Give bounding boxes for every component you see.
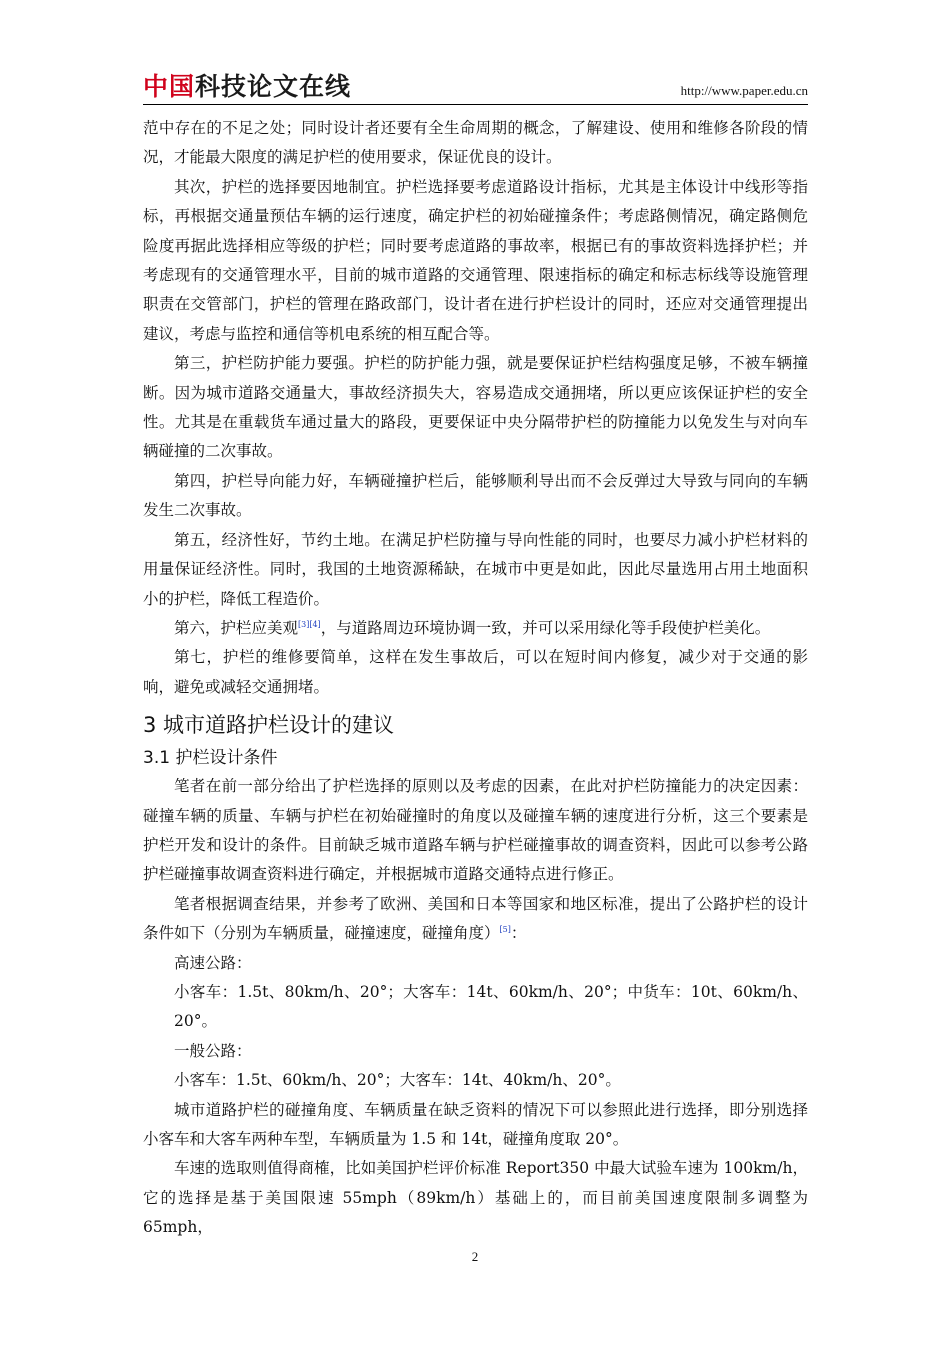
paragraph: 笔者在前一部分给出了护栏选择的原则以及考虑的因素，在此对护栏防撞能力的决定因素：碰撞车辆的质量、车辆与护栏在初始碰撞时的角度以及碰撞车辆的速度进行分析，这三个要素是护栏开发和设计的条件。目前缺乏城市道路车辆与护栏碰撞事故的调查资料，因此可以参考公路护栏碰撞事故调查资料进行确定，并根据城市道路交通特点进行修正。 xyxy=(143,777,808,884)
body-text xyxy=(143,114,808,1243)
paragraph-text: ： xyxy=(510,924,527,943)
paragraph-text: ，与道路周边环境协调一致，并可以采用绿化等手段使护栏美化。 xyxy=(320,618,771,637)
paragraph xyxy=(143,614,808,643)
highway-label: 高速公路： xyxy=(174,953,252,972)
paragraph-text: 笔者根据调查结果，并参考了欧洲、美国和日本等国家和地区标准，提出了公路护栏的设计条件如下（分别为车辆质量，碰撞速度，碰撞角度） xyxy=(143,894,808,943)
general-road-label: 一般公路： xyxy=(174,1041,252,1060)
paragraph-text: 第六，护栏应美观 xyxy=(174,618,299,637)
paragraph xyxy=(143,890,808,949)
paragraph: 第四，护栏导向能力好，车辆碰撞护栏后，能够顺利导出而不会反弹过大导致与同向的车辆发生二次事故。 xyxy=(143,471,808,520)
paragraph: 范中存在的不足之处；同时设计者还要有全生命周期的概念，了解建设、使用和维修各阶段的情况，才能最大限度的满足护栏的使用要求，保证优良的设计。 xyxy=(143,119,808,167)
highway-values: 小客车：1.5t、80km/h、20°；大客车：14t、60km/h、20°；中货车：10t、60km/h、20°。 xyxy=(174,982,808,1031)
site-logo xyxy=(143,72,351,102)
subsection-heading: 3.1 护栏设计条件 xyxy=(143,748,278,769)
paragraph: 城市道路护栏的碰撞角度、车辆质量在缺乏资料的情况下可以参照此进行选择，即分别选择小客车和大客车两种车型，车辆质量为 1.5 和 14t，碰撞角度取 20°。 xyxy=(143,1100,808,1148)
paragraph: 第三，护栏防护能力要强。护栏的防护能力强，就是要保证护栏结构强度足够，不被车辆撞断。因为城市道路交通量大，事故经济损失大，容易造成交通拥堵，所以更应该保证护栏的安全性。尤其是在重载货车通过量大的路段，更要保证中央分隔带护栏的防撞能力以免发生与对向车辆碰撞的二次事故。 xyxy=(143,354,808,461)
paragraph: 第七，护栏的维修要简单，这样在发生事故后，可以在短时间内修复，减少对于交通的影响，避免或减轻交通拥堵。 xyxy=(143,648,808,696)
citation-link[interactable]: [5] xyxy=(499,925,511,935)
general-road-values: 小客车：1.5t、60km/h、20°；大客车：14t、40km/h、20°。 xyxy=(174,1071,621,1090)
page-number: 2 xyxy=(471,1249,479,1264)
site-url[interactable]: http://www.paper.edu.cn xyxy=(680,83,808,98)
logo-text-red: 中国 xyxy=(143,72,196,101)
logo-text-dark: 科技论文在线 xyxy=(195,72,352,101)
paragraph: 车速的选取则值得商榷，比如美国护栏评价标准 Report350 中最大试验车速为 100km/h，它的选择是基于美国限速 55mph（89km/h）基础上的，而目前美国速度限制多调整为 65mph， xyxy=(143,1159,808,1237)
paragraph: 其次，护栏的选择要因地制宜。护栏选择要考虑道路设计指标，尤其是主体设计中线形等指标，再根据交通量预估车辆的运行速度，确定护栏的初始碰撞条件；考虑路侧情况，确定路侧危险度再据此选择相应等级的护栏；同时要考虑道路的事故率，根据已有的事故资料选择护栏；并考虑现有的交通管理水平，目前的城市道路的交通管理、限速指标的确定和标志标线等设施管理职责在交管部门，护栏的管理在路政部门，设计者在进行护栏设计的同时，还应对交通管理提出建议，考虑与监控和通信等机电系统的相互配合等。 xyxy=(143,177,808,343)
citation-link[interactable]: [3][4] xyxy=(298,619,321,629)
header-divider xyxy=(143,104,808,105)
page-header xyxy=(143,72,808,104)
paragraph: 第五，经济性好，节约土地。在满足护栏防撞与导向性能的同时，也要尽力减小护栏材料的用量保证经济性。同时，我国的土地资源稀缺，在城市中更是如此，因此尽量选用占用土地面积小的护栏，降低工程造价。 xyxy=(143,530,808,608)
section-heading: 3 城市道路护栏设计的建议 xyxy=(143,713,395,738)
